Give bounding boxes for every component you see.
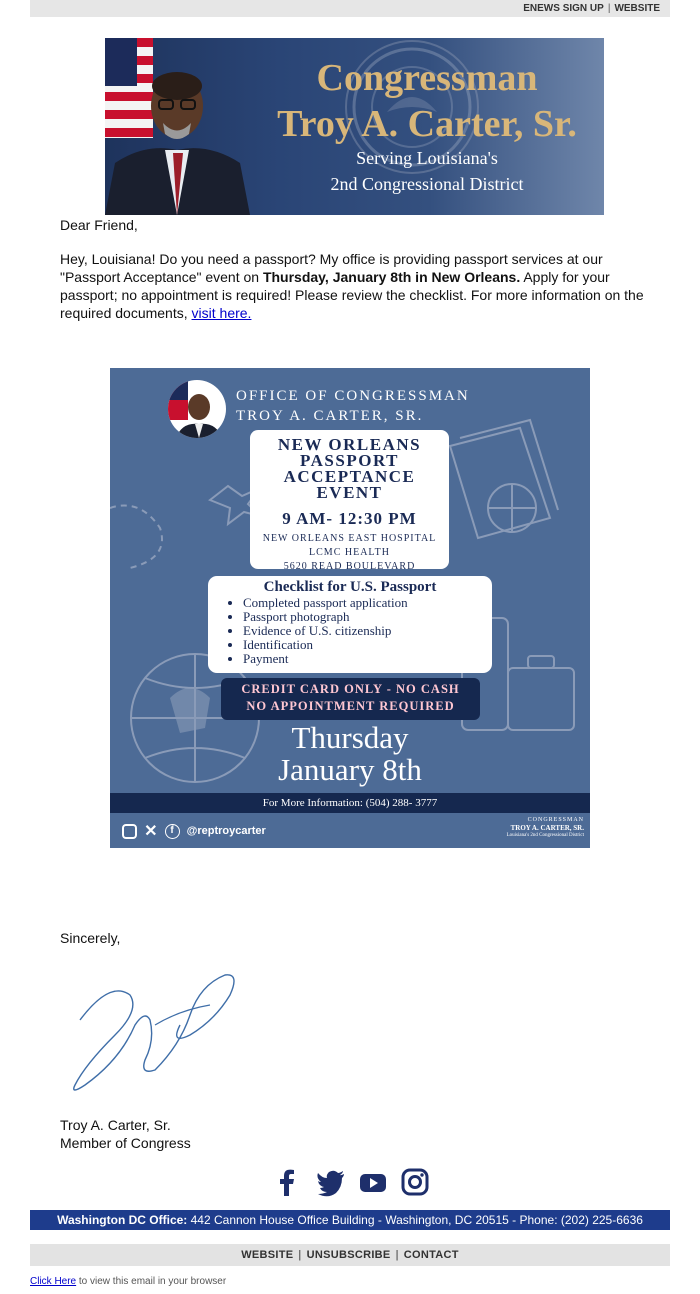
checklist-item: • Identification [243,638,492,652]
passport-checklist [208,576,492,673]
footer-separator: | [395,1249,399,1261]
enews-signup-link[interactable]: ENEWS SIGN UP [523,3,604,14]
footer-separator: | [298,1249,302,1261]
event-title-1: NEW ORLEANS [277,435,422,454]
flyer-brand-line3: Louisiana's 2nd Congressional District [506,833,584,838]
x-icon: ✕ [144,823,158,840]
payment-notice [221,678,480,720]
flyer-office-line2: TROY A. CARTER, SR. [236,408,424,424]
signature-block [60,1116,191,1152]
congressman-portrait [105,38,250,215]
facebook-icon[interactable] [272,1167,302,1197]
header-banner [105,38,604,215]
instagram-icon[interactable] [400,1167,430,1197]
checklist-item: • Passport photograph [243,610,492,624]
view-in-browser-text: to view this email in your browser [76,1276,227,1287]
more-info-bar: For More Information: (504) 288- 3777 [110,793,590,813]
body-text-end: Apply for your passport; no appointment is required! Please review the checklist. For more information on the required documents, [60,269,644,321]
youtube-icon[interactable] [358,1167,388,1197]
office-address-bar [30,1210,670,1230]
signature [60,965,250,1095]
contact-link[interactable]: CONTACT [403,1249,459,1261]
visit-here-link[interactable]: visit here. [191,305,252,321]
facebook-icon: f [165,824,180,839]
flyer-office-line1: OFFICE OF CONGRESSMAN [236,388,470,404]
passport-event-flyer [110,368,590,848]
flyer-social-handle: @reptroycarter [186,825,266,837]
event-title-4: EVENT [316,483,383,502]
twitter-icon[interactable] [316,1167,346,1197]
body-text-start: Hey, Louisiana! Do you need a passport? My office is providing passport services at our "Passport Acceptance" event on [60,251,603,285]
checklist-item: • Evidence of U.S. citizenship [243,624,492,638]
banner-title-line1: Congressman [316,57,538,99]
website-link-footer[interactable]: WEBSITE [241,1249,294,1261]
body-paragraph [60,250,650,322]
flyer-brand-line1: CONGRESSMAN [527,817,584,823]
signer-name: Troy A. Carter, Sr. [60,1117,171,1133]
checklist-item: • Payment [243,652,492,666]
event-details-card [250,430,449,572]
body-text-bold: Thursday, January 8th in New Orleans. [262,269,521,285]
flyer-brand-line2: TROY A. CARTER, SR. [510,824,584,832]
banner-subtitle-line1: Serving Louisiana's [356,148,498,168]
flyer-social-row [122,821,266,841]
event-location-2: LCMC HEALTH [309,547,390,558]
flyer-congressman-avatar [168,380,226,438]
event-date: January 8th [278,752,422,787]
unsubscribe-link[interactable]: UNSUBSCRIBE [306,1249,391,1261]
event-location-1: NEW ORLEANS EAST HOSPITAL [262,533,437,544]
banner-subtitle-line2: 2nd Congressional District [330,174,524,194]
checklist-item: • Completed passport application [243,596,492,610]
event-title-2: PASSPORT [300,451,399,470]
checklist-title: Checklist for U.S. Passport [263,579,437,595]
signer-title: Member of Congress [60,1135,191,1151]
office-label: Washington DC Office: [57,1213,188,1227]
event-title-3: ACCEPTANCE [283,467,416,486]
click-here-link[interactable]: Click Here [30,1276,77,1287]
instagram-icon [122,824,137,839]
office-address: 442 Cannon House Office Building - Washington, DC 20515 - Phone: (202) 225-6636 [187,1213,643,1227]
website-link-top[interactable]: WEBSITE [614,3,660,14]
footer-nav [30,1244,670,1266]
view-in-browser [30,1276,226,1287]
sign-off: Sincerely, [60,930,121,946]
event-day: Thursday [291,720,409,755]
greeting: Dear Friend, [60,217,138,233]
payment-notice-line2: NO APPOINTMENT REQUIRED [246,699,455,713]
payment-notice-line1: CREDIT CARD ONLY - NO CASH [241,682,460,696]
flyer-brand-logo [474,816,584,844]
event-location-3: 5620 READ BOULEVARD [283,561,416,572]
top-nav-bar [30,0,670,17]
top-separator: | [607,3,611,14]
banner-title-line2: Troy A. Carter, Sr. [277,103,577,145]
social-icons-row [272,1167,432,1197]
event-time: 9 AM- 12:30 PM [282,509,417,528]
